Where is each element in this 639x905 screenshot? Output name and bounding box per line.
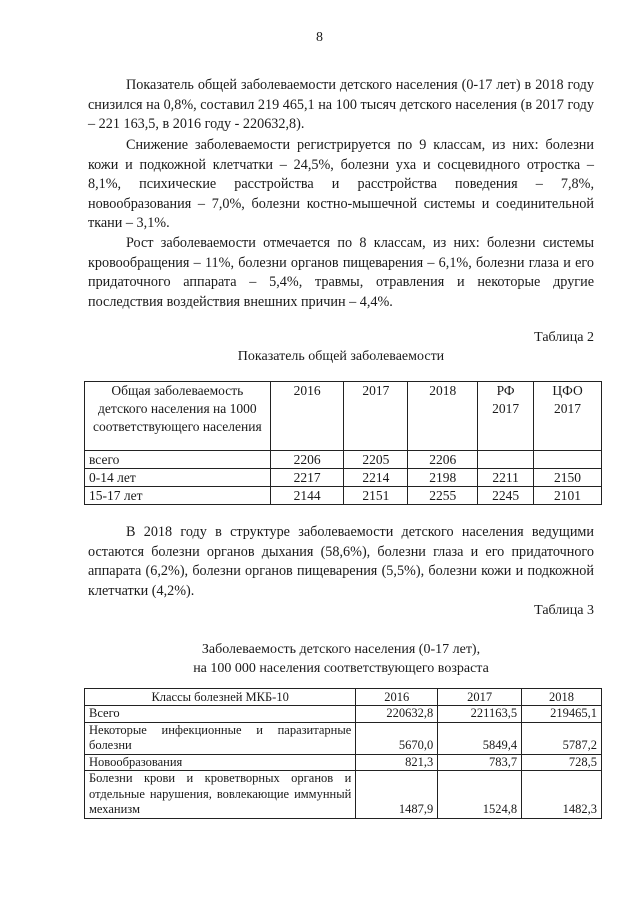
page-number: 8	[316, 30, 323, 45]
table-cell	[478, 451, 534, 469]
table-cell: 5787,2	[522, 722, 602, 754]
table-cell: 2245	[478, 487, 534, 505]
table-cell: 5849,4	[438, 722, 522, 754]
table-cell: 2144	[270, 487, 344, 505]
table-row	[85, 722, 602, 754]
table-cell: 2217	[270, 469, 344, 487]
table-3-header: 2018	[522, 689, 602, 706]
table-cell: 221163,5	[438, 706, 522, 723]
table-cell	[534, 451, 602, 469]
table-cell: 2206	[408, 451, 478, 469]
table-cell: всего	[85, 451, 271, 469]
table-row	[85, 754, 602, 771]
table-cell: 783,7	[438, 754, 522, 771]
table-cell: 0-14 лет	[85, 469, 271, 487]
table-cell: 2101	[534, 487, 602, 505]
table-3-title-line-1: Заболеваемость детского населения (0-17 лет),	[201, 642, 481, 657]
table-3-title-line-2: на 100 000 населения соответствующего возраста	[193, 661, 489, 676]
table-cell: 2198	[408, 469, 478, 487]
paragraph-4: В 2018 году в структуре заболеваемости детского населения ведущими остаются болезни органов дыхания (58,6%), болезни глаза и его придаточного аппарата (6,2%), болезни органов пищеварения (5,5%), болезни кожи и подкожной клетчатки (4,2%).	[88, 524, 594, 599]
table-cell: 2206	[270, 451, 344, 469]
table-cell: 2255	[408, 487, 478, 505]
table-cell: 1487,9	[356, 771, 438, 819]
table-cell: 220632,8	[356, 706, 438, 723]
table-cell: 1524,8	[438, 771, 522, 819]
table-3-header: 2017	[438, 689, 522, 706]
table-2-header: РФ 2017	[478, 382, 534, 451]
table-cell: 821,3	[356, 754, 438, 771]
table-cell: 2151	[344, 487, 408, 505]
table-3-header-row	[85, 689, 602, 706]
table-cell: Болезни крови и кроветворных органов и отдельные нарушения, вовлекающие иммунный механизм	[85, 771, 356, 819]
table-2-header-row	[85, 382, 602, 451]
table-cell: 2205	[344, 451, 408, 469]
table-2-header: 2018	[408, 382, 478, 451]
table-2-caption: Таблица 2	[534, 330, 594, 345]
table-cell: 219465,1	[522, 706, 602, 723]
paragraph-3: Рост заболеваемости отмечается по 8 классам, из них: болезни системы кровообращения – 11%, болезни органов пищеварения – 6,1%, болезни глаза и его придаточного аппарата – 5,4%, травмы, отравления и некоторые другие последствия воздействия внешних причин – 4,4%.	[88, 235, 594, 310]
table-2-title: Показатель общей заболеваемости	[237, 349, 445, 364]
table-2-header: 2016	[270, 382, 344, 451]
table-cell: 2211	[478, 469, 534, 487]
table-cell: 15-17 лет	[85, 487, 271, 505]
paragraph-1: Показатель общей заболеваемости детского населения (0-17 лет) в 2018 году снизился на 0,8%, составил 219 465,1 на 100 тысяч детского населения (в 2017 году – 221 163,5, в 2016 году - 220632,8).	[88, 77, 594, 132]
table-3-title	[88, 640, 594, 678]
table-cell: 728,5	[522, 754, 602, 771]
table-cell: Некоторые инфекционные и паразитарные болезни	[85, 722, 356, 754]
table-cell: 2150	[534, 469, 602, 487]
table-3-caption: Таблица 3	[534, 603, 594, 618]
table-row	[85, 469, 602, 487]
table-row	[85, 771, 602, 819]
table-cell: Новообразования	[85, 754, 356, 771]
table-cell: 1482,3	[522, 771, 602, 819]
table-2-header: ЦФО 2017	[534, 382, 602, 451]
table-2	[84, 381, 602, 505]
table-cell: 2214	[344, 469, 408, 487]
table-cell: Всего	[85, 706, 356, 723]
table-2-header: 2017	[344, 382, 408, 451]
table-row	[85, 451, 602, 469]
table-row	[85, 706, 602, 723]
table-cell: 5670,0	[356, 722, 438, 754]
table-3-header: Классы болезней МКБ-10	[85, 689, 356, 706]
table-3	[84, 688, 602, 819]
table-2-header: Общая заболеваемость детского населения на 1000 соответствующего населения	[85, 382, 271, 451]
paragraph-2: Снижение заболеваемости регистрируется по 9 классам, из них: болезни кожи и подкожной клетчатки – 24,5%, болезни уха и сосцевидного отростка – 8,1%, психические расстройства и расстройства поведения – 7,8%, новообразования – 7,0%, болезни костно-мышечной системы и соединительной ткани – 3,1%.	[88, 137, 594, 231]
table-row	[85, 487, 602, 505]
table-3-header: 2016	[356, 689, 438, 706]
